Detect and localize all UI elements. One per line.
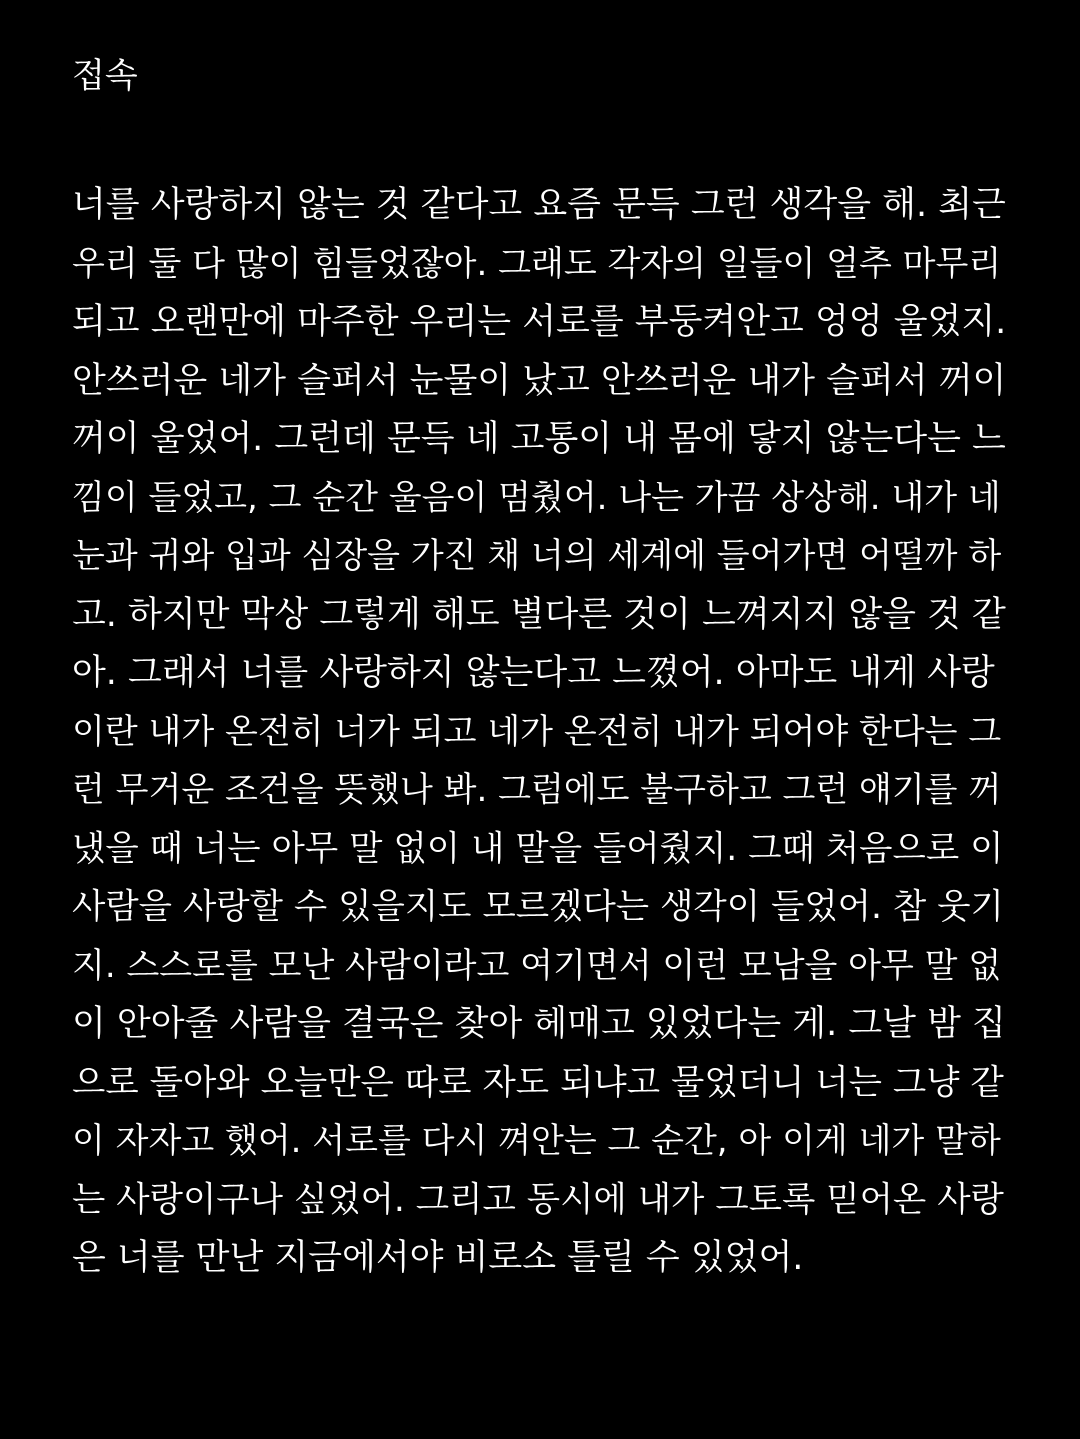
text-line: 너를 사랑하지 않는 것 같다고 요즘 문득 그런 생각을 해. 최근 xyxy=(72,185,1006,225)
text-line: 으로 돌아와 오늘만은 따로 자도 되냐고 물었더니 너는 그냥 같 xyxy=(72,1062,1004,1103)
text-line: 눈과 귀와 입과 심장을 가진 채 너의 세계에 들어가면 어떨까 하 xyxy=(72,536,1002,576)
text-line: 되고 오랜만에 마주한 우리는 서로를 부둥켜안고 엉엉 울었지. xyxy=(72,302,1007,342)
text-line: 지. 스스로를 모난 사람이라고 여기면서 이런 모남을 아무 말 없 xyxy=(72,945,1002,986)
text-line: 고. 하지만 막상 그렇게 해도 별다른 것이 느껴지지 않을 것 같 xyxy=(72,594,1006,635)
text-line: 런 무거운 조건을 뜻했나 봐. 그럼에도 불구하고 그런 얘기를 꺼 xyxy=(72,770,1002,810)
text-line: 꺼이 울었어. 그런데 문득 네 고통이 내 몸에 닿지 않는다는 느 xyxy=(72,419,1006,459)
text-line: 사람을 사랑할 수 있을지도 모르겠다는 생각이 들었어. 참 웃기 xyxy=(72,887,1004,927)
body-text xyxy=(72,176,1012,1288)
text-line: 낌이 들었고, 그 순간 울음이 멈췄어. 나는 가끔 상상해. 내가 네 xyxy=(72,477,1001,518)
text-line: 우리 둘 다 많이 힘들었잖아. 그래도 각자의 일들이 얼추 마무리 xyxy=(72,243,1002,284)
text-line: 안쓰러운 네가 슬퍼서 눈물이 났고 안쓰러운 내가 슬퍼서 꺼이 xyxy=(72,360,1007,401)
text-line: 는 사랑이구나 싶었어. 그리고 동시에 내가 그토록 믿어온 사랑 xyxy=(72,1179,1004,1220)
text-line: 은 너를 만난 지금에서야 비로소 틀릴 수 있었어. xyxy=(72,1238,804,1278)
text-line: 이 안아줄 사람을 결국은 찾아 헤매고 있었다는 게. 그날 밤 집 xyxy=(72,1004,1006,1044)
text-line: 아. 그래서 너를 사랑하지 않는다고 느꼈어. 아마도 내게 사랑 xyxy=(72,653,995,693)
text-line: 이란 내가 온전히 너가 되고 네가 온전히 내가 되어야 한다는 그 xyxy=(72,711,1002,752)
page-title: 접속 xyxy=(72,56,138,96)
text-line: 이 자자고 했어. 서로를 다시 껴안는 그 순간, 아 이게 네가 말하 xyxy=(72,1121,1001,1161)
text-line: 냈을 때 너는 아무 말 없이 내 말을 들어줬지. 그때 처음으로 이 xyxy=(72,828,1004,869)
